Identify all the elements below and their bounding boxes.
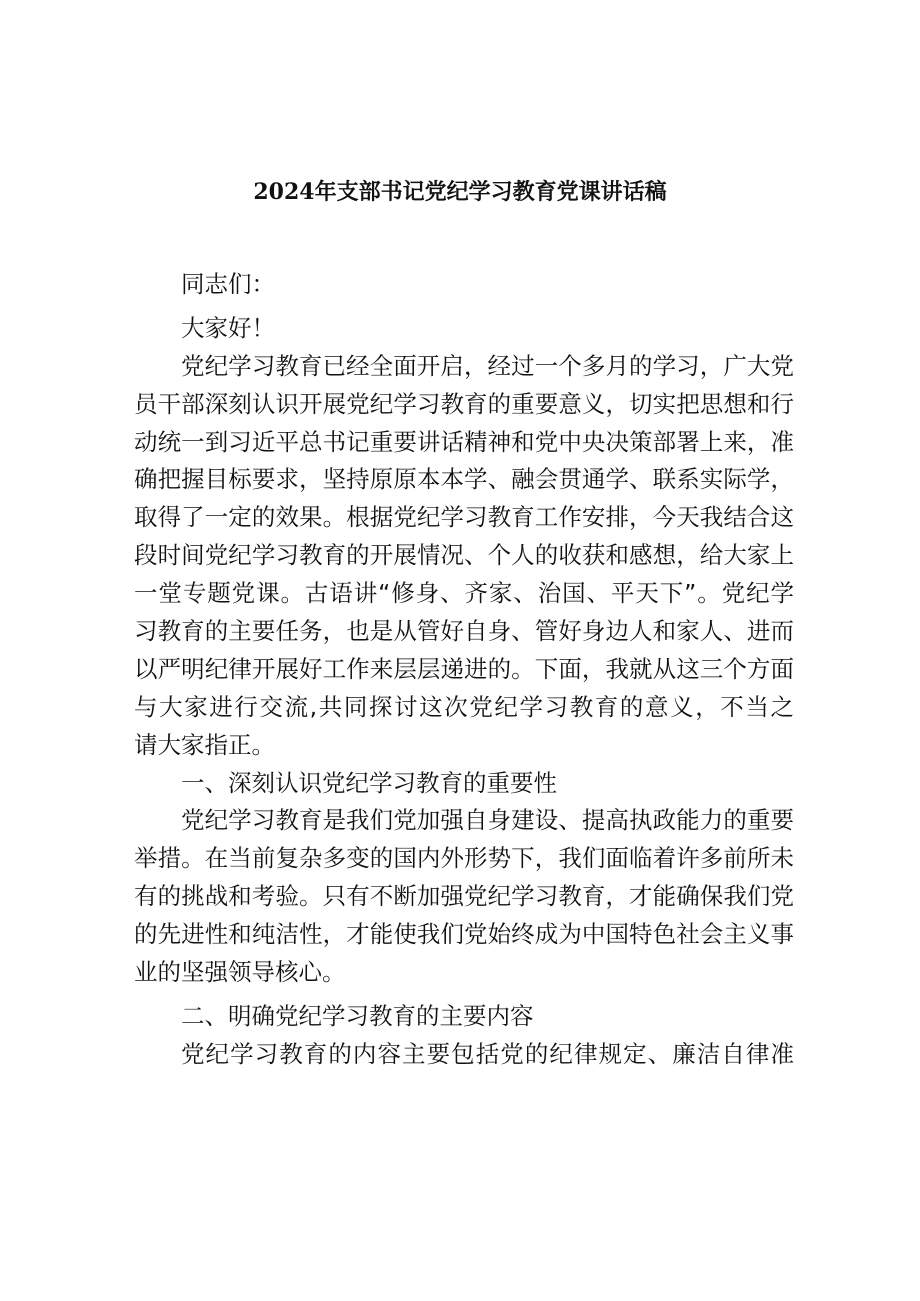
- paragraph-line: 的先进性和纯洁性，才能使我们党始终成为中国特色社会主义事: [134, 920, 794, 949]
- paragraph-line: 举措。在当前复杂多变的国内外形势下，我们面临着许多前所未: [134, 844, 794, 873]
- paragraph-line: 业的坚强领导核心。: [134, 958, 346, 987]
- paragraph-line: 员干部深刻认识开展党纪学习教育的重要意义，切实把思想和行: [134, 389, 794, 418]
- paragraph-line: 请大家指正。: [134, 730, 275, 759]
- paragraph-line: 动统一到习近平总书记重要讲话精神和党中央决策部署上来，准: [134, 427, 794, 456]
- document-body: [134, 266, 794, 1074]
- document-title: 2024年支部书记党纪学习教育党课讲话稿: [253, 179, 667, 205]
- paragraph-line: 与大家进行交流,共同探讨这次党纪学习教育的意义，不当之: [134, 692, 794, 721]
- paragraph-line: 有的挑战和考验。只有不断加强党纪学习教育，才能确保我们党: [134, 882, 794, 911]
- paragraph-line: 段时间党纪学习教育的开展情况、个人的收获和感想，给大家上: [134, 541, 794, 570]
- paragraph-line: 党纪学习教育已经全面开启，经过一个多月的学习，广大党: [181, 351, 794, 380]
- paragraph-line: 党纪学习教育是我们党加强自身建设、提高执政能力的重要: [181, 806, 794, 835]
- paragraph-line: 习教育的主要任务，也是从管好自身、管好身边人和家人、进而: [134, 617, 794, 646]
- section-heading-1: 一、深刻认识党纪学习教育的重要性: [181, 768, 557, 797]
- paragraph-line: 一堂专题党课。古语讲“修身、齐家、治国、平天下”。党纪学: [134, 579, 794, 608]
- salutation: 同志们：: [181, 270, 275, 298]
- paragraph-line: 取得了一定的效果。根据党纪学习教育工作安排，今天我结合这: [134, 503, 794, 532]
- paragraph-line: 党纪学习教育的内容主要包括党的纪律规定、廉洁自律准: [181, 1039, 794, 1068]
- greeting: 大家好！: [181, 313, 275, 342]
- paragraph-line: 确把握目标要求，坚持原原本本学、融会贯通学、联系实际学，: [134, 465, 794, 494]
- section-heading-2: 二、明确党纪学习教育的主要内容: [181, 1001, 534, 1030]
- paragraph-line: 以严明纪律开展好工作来层层递进的。下面，我就从这三个方面: [134, 654, 794, 683]
